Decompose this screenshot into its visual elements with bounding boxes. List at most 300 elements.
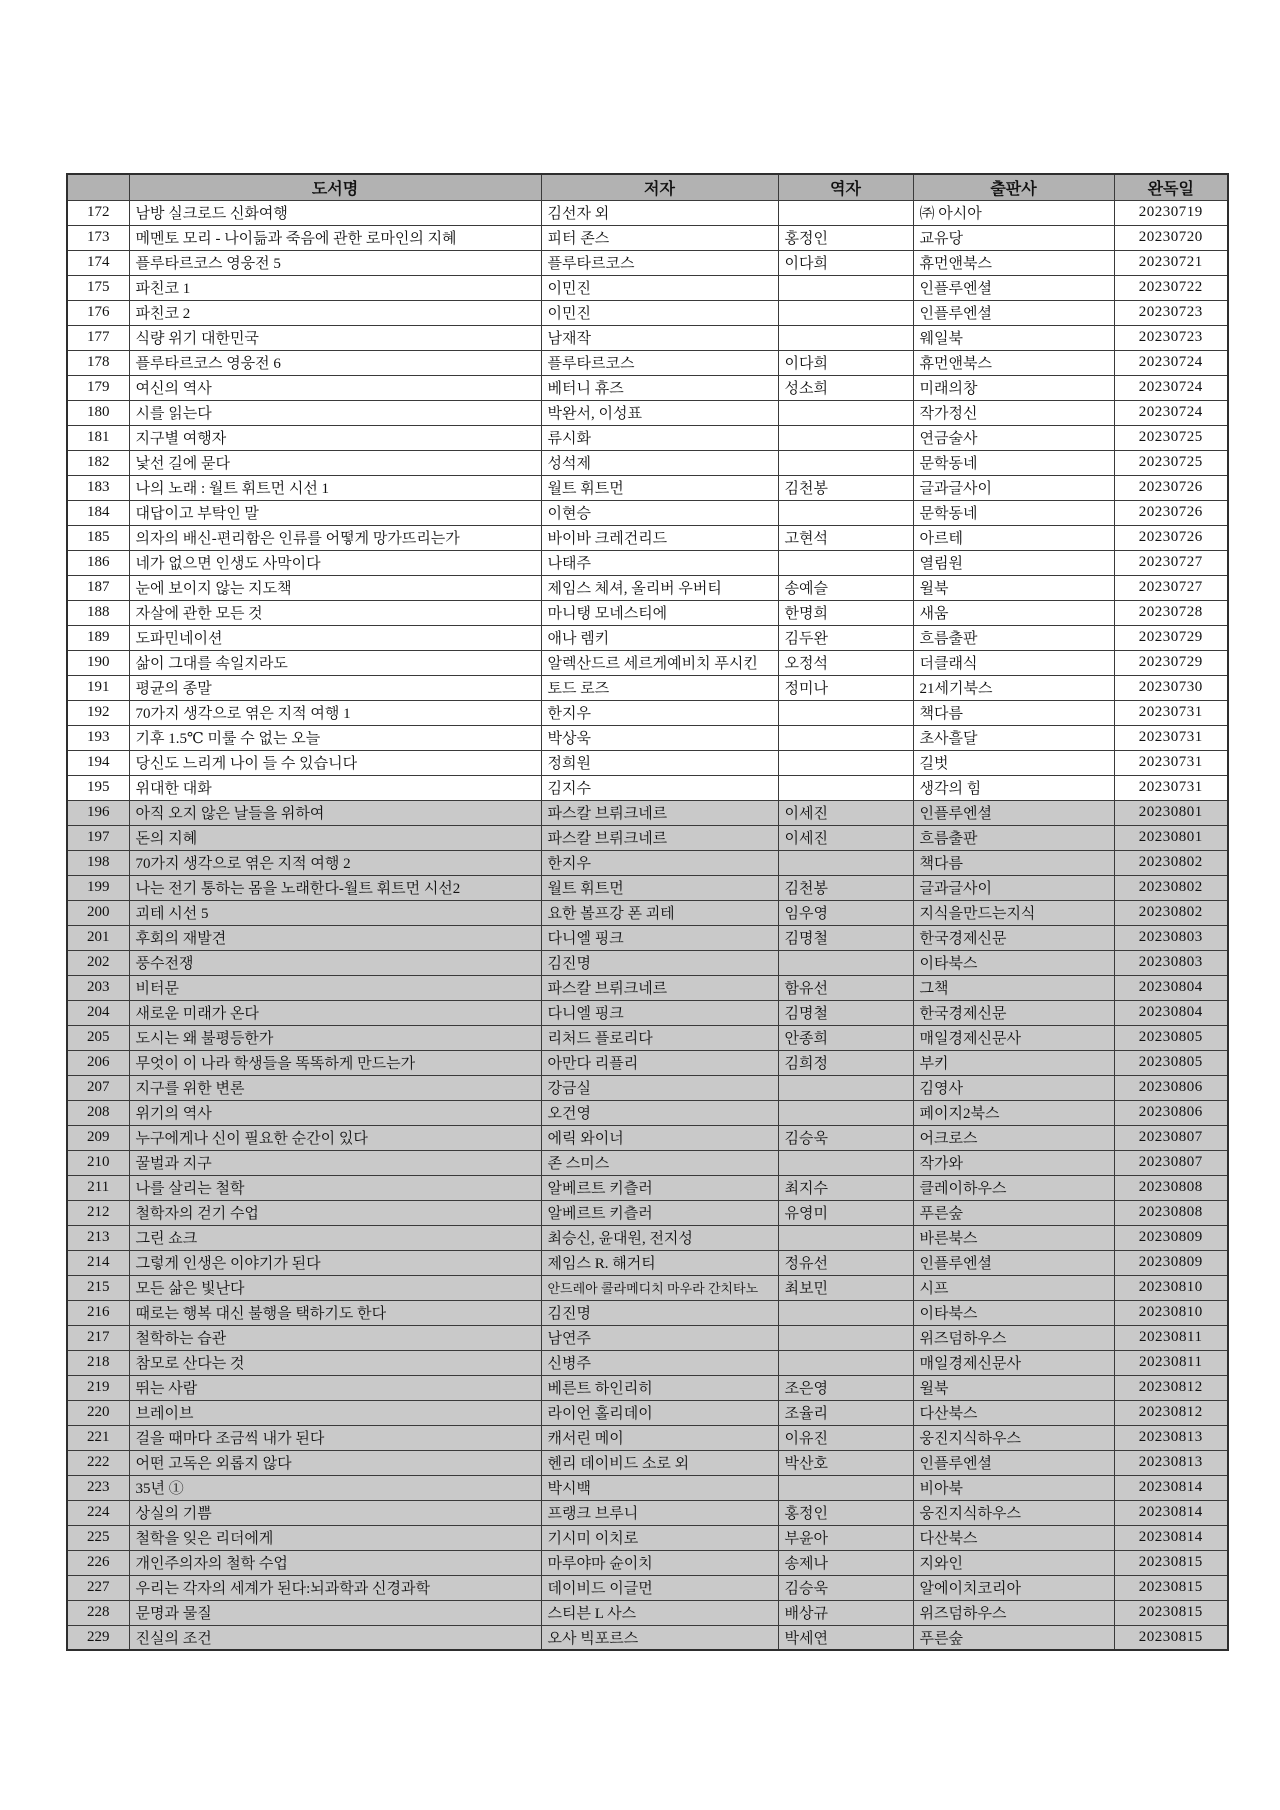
table-row [67,975,1228,1000]
cell-author: 이민진 [541,275,778,300]
cell-title: 그린 쇼크 [129,1225,541,1250]
cell-publisher: 더클래식 [913,650,1114,675]
table-row [67,1025,1228,1050]
cell-author: 마니탱 모네스티에 [541,600,778,625]
cell-no: 197 [67,825,129,850]
cell-translator: 조율리 [778,1400,913,1425]
table-row [67,950,1228,975]
cell-author: 피터 존스 [541,225,778,250]
cell-date: 20230801 [1114,825,1228,850]
cell-no: 221 [67,1425,129,1450]
cell-no: 178 [67,350,129,375]
cell-author: 성석제 [541,450,778,475]
cell-title: 시를 읽는다 [129,400,541,425]
cell-title: 기후 1.5℃ 미룰 수 없는 오늘 [129,725,541,750]
cell-no: 226 [67,1550,129,1575]
table-row [67,800,1228,825]
cell-translator [778,1225,913,1250]
cell-date: 20230815 [1114,1575,1228,1600]
cell-author: 캐서린 메이 [541,1425,778,1450]
cell-publisher: 초사흘달 [913,725,1114,750]
cell-translator: 부윤아 [778,1525,913,1550]
cell-title: 무엇이 이 나라 학생들을 똑똑하게 만드는가 [129,1050,541,1075]
cell-translator: 이세진 [778,800,913,825]
cell-no: 212 [67,1200,129,1225]
cell-publisher: 클레이하우스 [913,1175,1114,1200]
cell-translator: 이유진 [778,1425,913,1450]
cell-publisher: 한국경제신문 [913,925,1114,950]
cell-author: 파스칼 브뤼크네르 [541,975,778,1000]
cell-publisher: ㈜ 아시아 [913,200,1114,225]
cell-author: 안드레아 콜라메디치 마우라 간치타노 [541,1275,778,1300]
table-row [67,1525,1228,1550]
cell-title: 철학을 잊은 리더에게 [129,1525,541,1550]
cell-title: 우리는 각자의 세계가 된다:뇌과학과 신경과학 [129,1575,541,1600]
header-author: 저자 [541,174,778,200]
cell-date: 20230810 [1114,1300,1228,1325]
cell-publisher: 윌북 [913,575,1114,600]
cell-no: 190 [67,650,129,675]
cell-translator: 유영미 [778,1200,913,1225]
cell-no: 200 [67,900,129,925]
table-row [67,450,1228,475]
cell-translator: 최지수 [778,1175,913,1200]
cell-title: 뛰는 사람 [129,1375,541,1400]
cell-title: 대답이고 부탁인 말 [129,500,541,525]
cell-no: 192 [67,700,129,725]
cell-date: 20230719 [1114,200,1228,225]
cell-no: 179 [67,375,129,400]
cell-no: 217 [67,1325,129,1350]
cell-author: 김선자 외 [541,200,778,225]
table-row [67,1100,1228,1125]
table-row [67,550,1228,575]
cell-no: 188 [67,600,129,625]
cell-translator [778,200,913,225]
cell-author: 알렉산드르 세르게예비치 푸시킨 [541,650,778,675]
cell-author: 토드 로즈 [541,675,778,700]
table-row [67,575,1228,600]
cell-translator [778,275,913,300]
cell-author: 플루타르코스 [541,350,778,375]
cell-publisher: 어크로스 [913,1125,1114,1150]
cell-title: 70가지 생각으로 엮은 지적 여행 1 [129,700,541,725]
cell-date: 20230730 [1114,675,1228,700]
cell-publisher: 인플루엔셜 [913,800,1114,825]
cell-no: 199 [67,875,129,900]
table-row [67,1550,1228,1575]
cell-author: 알베르트 키츨러 [541,1200,778,1225]
cell-translator: 정미나 [778,675,913,700]
cell-translator [778,850,913,875]
cell-title: 남방 실크로드 신화여행 [129,200,541,225]
cell-date: 20230725 [1114,425,1228,450]
cell-title: 70가지 생각으로 엮은 지적 여행 2 [129,850,541,875]
cell-no: 214 [67,1250,129,1275]
cell-publisher: 길벗 [913,750,1114,775]
cell-translator: 송제나 [778,1550,913,1575]
cell-publisher: 한국경제신문 [913,1000,1114,1025]
cell-translator: 안종희 [778,1025,913,1050]
table-row [67,1475,1228,1500]
cell-author: 스티븐 L 사스 [541,1600,778,1625]
cell-publisher: 인플루엔셜 [913,1250,1114,1275]
cell-no: 174 [67,250,129,275]
cell-date: 20230814 [1114,1500,1228,1525]
cell-title: 평균의 종말 [129,675,541,700]
cell-no: 196 [67,800,129,825]
cell-author: 아만다 리플리 [541,1050,778,1075]
cell-title: 어떤 고독은 외롭지 않다 [129,1450,541,1475]
cell-date: 20230808 [1114,1175,1228,1200]
table-row [67,1625,1228,1650]
cell-title: 위대한 대화 [129,775,541,800]
cell-translator [778,425,913,450]
cell-date: 20230728 [1114,600,1228,625]
cell-publisher: 글과글사이 [913,875,1114,900]
cell-no: 202 [67,950,129,975]
cell-no: 210 [67,1150,129,1175]
cell-no: 220 [67,1400,129,1425]
cell-title: 네가 없으면 인생도 사막이다 [129,550,541,575]
cell-title: 여신의 역사 [129,375,541,400]
cell-date: 20230806 [1114,1100,1228,1125]
cell-translator: 박세연 [778,1625,913,1650]
cell-date: 20230720 [1114,225,1228,250]
cell-no: 175 [67,275,129,300]
cell-author: 베터니 휴즈 [541,375,778,400]
table-row [67,1425,1228,1450]
cell-no: 225 [67,1525,129,1550]
table-row [67,1000,1228,1025]
cell-author: 라이언 홀리데이 [541,1400,778,1425]
cell-author: 플루타르코스 [541,250,778,275]
header-no [67,174,129,200]
cell-author: 박시백 [541,1475,778,1500]
cell-publisher: 21세기북스 [913,675,1114,700]
cell-no: 195 [67,775,129,800]
cell-no: 223 [67,1475,129,1500]
cell-translator: 김천봉 [778,475,913,500]
cell-title: 파친코 1 [129,275,541,300]
cell-publisher: 교유당 [913,225,1114,250]
table-row [67,1500,1228,1525]
cell-date: 20230731 [1114,750,1228,775]
header-row [67,174,1228,200]
cell-author: 오건영 [541,1100,778,1125]
cell-date: 20230804 [1114,975,1228,1000]
cell-publisher: 인플루엔셜 [913,300,1114,325]
cell-publisher: 그책 [913,975,1114,1000]
cell-title: 플루타르코스 영웅전 6 [129,350,541,375]
cell-publisher: 페이지2북스 [913,1100,1114,1125]
cell-translator [778,300,913,325]
cell-no: 213 [67,1225,129,1250]
cell-author: 나태주 [541,550,778,575]
cell-date: 20230725 [1114,450,1228,475]
table-row [67,850,1228,875]
cell-title: 나를 살리는 철학 [129,1175,541,1200]
cell-no: 189 [67,625,129,650]
cell-publisher: 웅진지식하우스 [913,1500,1114,1525]
table-row [67,1375,1228,1400]
cell-title: 도시는 왜 불평등한가 [129,1025,541,1050]
header-date: 완독일 [1114,174,1228,200]
cell-title: 지구를 위한 변론 [129,1075,541,1100]
cell-no: 198 [67,850,129,875]
cell-author: 오사 빅포르스 [541,1625,778,1650]
cell-translator: 임우영 [778,900,913,925]
cell-publisher: 새움 [913,600,1114,625]
table-row [67,825,1228,850]
table-row [67,350,1228,375]
cell-date: 20230815 [1114,1550,1228,1575]
cell-author: 박완서, 이성표 [541,400,778,425]
cell-title: 그렇게 인생은 이야기가 된다 [129,1250,541,1275]
cell-author: 남연주 [541,1325,778,1350]
cell-translator: 이다희 [778,250,913,275]
cell-title: 비터문 [129,975,541,1000]
cell-date: 20230731 [1114,725,1228,750]
cell-title: 당신도 느리게 나이 들 수 있습니다 [129,750,541,775]
cell-title: 브레이브 [129,1400,541,1425]
cell-no: 215 [67,1275,129,1300]
cell-translator: 김천봉 [778,875,913,900]
cell-date: 20230802 [1114,900,1228,925]
cell-title: 나의 노래 : 월트 휘트먼 시선 1 [129,475,541,500]
table-row [67,425,1228,450]
cell-translator: 배상규 [778,1600,913,1625]
cell-date: 20230724 [1114,375,1228,400]
cell-author: 류시화 [541,425,778,450]
cell-translator [778,950,913,975]
cell-publisher: 매일경제신문사 [913,1025,1114,1050]
cell-translator: 박산호 [778,1450,913,1475]
cell-no: 219 [67,1375,129,1400]
cell-translator: 김승욱 [778,1575,913,1600]
cell-author: 바이바 크레건리드 [541,525,778,550]
cell-no: 207 [67,1075,129,1100]
cell-date: 20230811 [1114,1325,1228,1350]
cell-title: 철학하는 습관 [129,1325,541,1350]
cell-publisher: 지와인 [913,1550,1114,1575]
cell-author: 파스칼 브뤼크네르 [541,825,778,850]
cell-author: 헨리 데이비드 소로 외 [541,1450,778,1475]
cell-author: 다니엘 핑크 [541,1000,778,1025]
cell-publisher: 문학동네 [913,500,1114,525]
cell-publisher: 웨일북 [913,325,1114,350]
cell-title: 삶이 그대를 속일지라도 [129,650,541,675]
cell-title: 개인주의자의 철학 수업 [129,1550,541,1575]
table-row [67,475,1228,500]
cell-title: 메멘토 모리 - 나이듦과 죽음에 관한 로마인의 지혜 [129,225,541,250]
cell-publisher: 위즈덤하우스 [913,1325,1114,1350]
cell-translator [778,775,913,800]
cell-author: 마루야마 슌이치 [541,1550,778,1575]
book-table-body [67,200,1228,1650]
table-row [67,1200,1228,1225]
table-row [67,1050,1228,1075]
cell-date: 20230724 [1114,400,1228,425]
cell-date: 20230808 [1114,1200,1228,1225]
cell-translator [778,400,913,425]
cell-title: 모든 삶은 빛난다 [129,1275,541,1300]
cell-date: 20230812 [1114,1400,1228,1425]
cell-publisher: 위즈덤하우스 [913,1600,1114,1625]
table-row [67,1125,1228,1150]
table-row [67,700,1228,725]
cell-date: 20230727 [1114,575,1228,600]
cell-no: 172 [67,200,129,225]
cell-title: 괴테 시선 5 [129,900,541,925]
table-row [67,925,1228,950]
cell-no: 211 [67,1175,129,1200]
cell-translator [778,1475,913,1500]
cell-date: 20230803 [1114,950,1228,975]
cell-no: 187 [67,575,129,600]
cell-no: 204 [67,1000,129,1025]
table-row [67,400,1228,425]
table-row [67,300,1228,325]
cell-title: 식량 위기 대한민국 [129,325,541,350]
table-row [67,225,1228,250]
cell-date: 20230805 [1114,1050,1228,1075]
cell-title: 꿀벌과 지구 [129,1150,541,1175]
cell-date: 20230812 [1114,1375,1228,1400]
cell-no: 185 [67,525,129,550]
table-row [67,525,1228,550]
cell-date: 20230723 [1114,325,1228,350]
cell-publisher: 매일경제신문사 [913,1350,1114,1375]
cell-publisher: 김영사 [913,1075,1114,1100]
cell-translator: 김명철 [778,1000,913,1025]
cell-author: 존 스미스 [541,1150,778,1175]
cell-title: 문명과 물질 [129,1600,541,1625]
cell-author: 데이비드 이글먼 [541,1575,778,1600]
cell-publisher: 흐름출판 [913,625,1114,650]
cell-date: 20230731 [1114,775,1228,800]
cell-publisher: 이타북스 [913,1300,1114,1325]
cell-date: 20230731 [1114,700,1228,725]
table-row [67,325,1228,350]
cell-date: 20230802 [1114,875,1228,900]
cell-no: 208 [67,1100,129,1125]
cell-publisher: 흐름출판 [913,825,1114,850]
cell-author: 리처드 플로리다 [541,1025,778,1050]
table-row [67,1350,1228,1375]
cell-date: 20230721 [1114,250,1228,275]
cell-no: 218 [67,1350,129,1375]
cell-translator: 이다희 [778,350,913,375]
cell-no: 183 [67,475,129,500]
table-row [67,650,1228,675]
cell-translator [778,1350,913,1375]
cell-publisher: 웅진지식하우스 [913,1425,1114,1450]
table-row [67,625,1228,650]
table-row [67,1400,1228,1425]
cell-title: 풍수전쟁 [129,950,541,975]
cell-date: 20230729 [1114,650,1228,675]
cell-no: 229 [67,1625,129,1650]
cell-translator: 송예슬 [778,575,913,600]
cell-translator: 홍정인 [778,225,913,250]
cell-publisher: 글과글사이 [913,475,1114,500]
cell-author: 프랭크 브루니 [541,1500,778,1525]
cell-author: 요한 볼프강 폰 괴테 [541,900,778,925]
table-row [67,750,1228,775]
cell-date: 20230813 [1114,1425,1228,1450]
cell-date: 20230815 [1114,1600,1228,1625]
cell-author: 다니엘 핑크 [541,925,778,950]
cell-translator: 김두완 [778,625,913,650]
cell-date: 20230807 [1114,1125,1228,1150]
cell-translator [778,1100,913,1125]
cell-publisher: 휴먼앤북스 [913,250,1114,275]
cell-author: 최승신, 윤대원, 전지성 [541,1225,778,1250]
cell-publisher: 책다름 [913,700,1114,725]
cell-author: 강금실 [541,1075,778,1100]
cell-no: 176 [67,300,129,325]
cell-publisher: 부키 [913,1050,1114,1075]
cell-author: 베른트 하인리히 [541,1375,778,1400]
table-row [67,250,1228,275]
cell-title: 아직 오지 않은 날들을 위하여 [129,800,541,825]
cell-title: 걸을 때마다 조금씩 내가 된다 [129,1425,541,1450]
cell-no: 181 [67,425,129,450]
cell-author: 김지수 [541,775,778,800]
cell-no: 180 [67,400,129,425]
cell-no: 216 [67,1300,129,1325]
cell-author: 정희원 [541,750,778,775]
cell-translator: 홍정인 [778,1500,913,1525]
cell-author: 파스칼 브뤼크네르 [541,800,778,825]
table-row [67,1225,1228,1250]
cell-translator: 조은영 [778,1375,913,1400]
cell-translator: 김승욱 [778,1125,913,1150]
cell-publisher: 책다름 [913,850,1114,875]
cell-publisher: 연금술사 [913,425,1114,450]
cell-title: 나는 전기 통하는 몸을 노래한다-월트 휘트먼 시선2 [129,875,541,900]
cell-date: 20230722 [1114,275,1228,300]
cell-title: 35년 ① [129,1475,541,1500]
cell-publisher: 푸른숲 [913,1625,1114,1650]
cell-translator: 고현석 [778,525,913,550]
table-row [67,275,1228,300]
cell-author: 신병주 [541,1350,778,1375]
cell-translator: 오정석 [778,650,913,675]
cell-date: 20230814 [1114,1475,1228,1500]
cell-translator [778,750,913,775]
cell-date: 20230724 [1114,350,1228,375]
table-row [67,1300,1228,1325]
cell-date: 20230802 [1114,850,1228,875]
table-row [67,1575,1228,1600]
table-row [67,1450,1228,1475]
cell-date: 20230815 [1114,1625,1228,1650]
table-row [67,1250,1228,1275]
reading-log-table [66,173,1229,1651]
cell-translator: 정유선 [778,1250,913,1275]
cell-author: 한지우 [541,700,778,725]
cell-title: 자살에 관한 모든 것 [129,600,541,625]
cell-title: 눈에 보이지 않는 지도책 [129,575,541,600]
cell-translator [778,1150,913,1175]
cell-date: 20230804 [1114,1000,1228,1025]
cell-publisher: 윌북 [913,1375,1114,1400]
header-title: 도서명 [129,174,541,200]
cell-no: 222 [67,1450,129,1475]
cell-date: 20230726 [1114,475,1228,500]
